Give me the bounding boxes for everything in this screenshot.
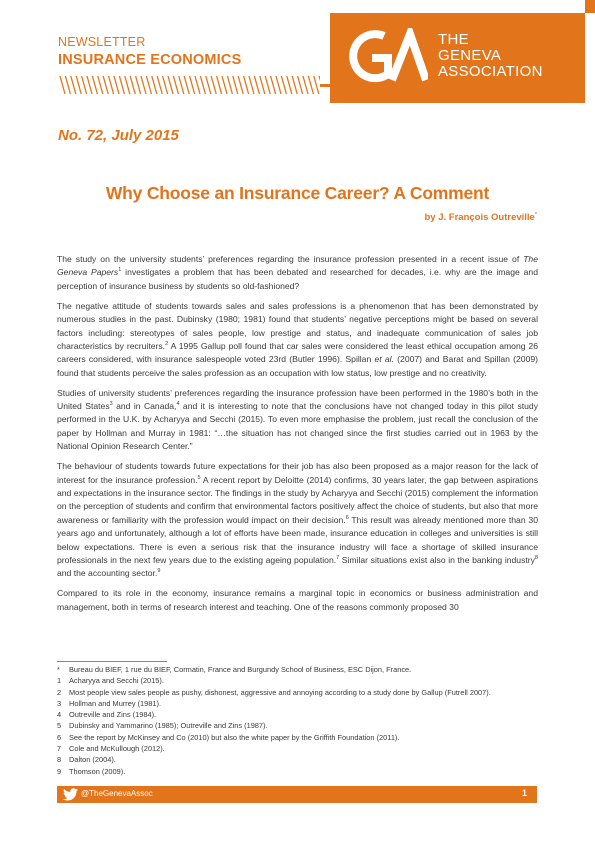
footnotes [57,664,538,777]
hatch-line [163,76,168,94]
body-paragraph [57,300,538,380]
hatch-line [103,76,108,94]
hatch-line [314,76,319,94]
hatch-line [276,76,281,94]
hatch-line [184,76,189,94]
article-body [57,253,538,621]
footnote-divider [57,661,167,662]
hatch-line [136,76,141,94]
footnote-ref: 9 [157,568,161,575]
byline [425,212,538,223]
hatch-line [87,76,92,94]
hatch-line [109,76,114,94]
footnote-number: 7 [57,744,62,754]
article-title: Why Choose an Insurance Career? A Comment [105,183,490,203]
text-run: The study on the university students’ preferences regarding the insurance profession presented in a recent issue of [57,254,524,264]
footnote [57,720,538,731]
footnote [57,664,538,675]
footnote-number: 6 [57,732,62,742]
hatch-line [92,76,97,94]
hatch-line [119,76,124,94]
footnote [57,754,538,765]
footnote-number: 3 [57,698,62,708]
hatch-line [146,76,151,94]
footnote-ref: 7 [336,555,340,562]
footnote-ref: 5 [197,474,201,481]
footnote [57,743,538,754]
text-run: Studies of university students’ preferences regarding the insurance profession have been performed in the 1980’s both in the United States [57,387,538,412]
footnote-text: Most people view sales people as pushy, dishonest, aggressive and annoying according to a study done by Gallup (Futrell 2007). [69,687,491,697]
footnote-ref: 3 [109,401,113,408]
footnote-ref: 8 [534,555,538,562]
hatch-line [244,76,249,94]
issue-number: No. 72, July 2015 [58,127,179,144]
hatch-line [65,76,70,94]
geneva-association-logo-icon [348,28,428,88]
hatch-line [233,76,238,94]
byline-footnote-mark: * [534,211,537,218]
text-run: This result was already mentioned more than 30 years ago and unfortunately, although a lot of efforts have been made, insurance education in colleges and universities is still below expectations. There is even a serious risk that the insurance industry will face a shortage of skilled insurance professionals in the next few years due to the existing ageing population. [57,514,538,566]
body-paragraph [57,587,538,614]
footnote-text: Cole and McKullough (2012). [69,744,165,754]
footnote [57,675,538,686]
text-run: (2007) and Barat and Spillan (2009) found that students perceive the sales profession as an occupation with low status, low prestige and no creativity. [57,354,539,378]
footnote-ref: 2 [165,341,169,348]
text-run: A recent report by Deloitte (2014) confirms, 30 years later, the gap between aspirations and expectations in the insurance sector. The findings in the study by Acharyya and Secchi (2015) complement the information on the perception of students and confirm that environmental factors positively affect the choice of students, but also that more awareness or familiarity with the profession would impact on their decision. [57,474,538,525]
hatch-line [195,76,200,94]
footnote-text: Thomson (2009). [69,766,126,776]
hatch-line [168,76,173,94]
hatch-line [292,76,297,94]
newsletter-title: INSURANCE ECONOMICS [58,52,242,68]
hatch-line [217,76,222,94]
footnote [57,766,538,777]
hatch-line [190,76,195,94]
hatch-line [211,76,216,94]
footnote-number: 8 [57,755,62,765]
text-run: investigates a problem that has been debated and researched for decades, i.e. why are the image and perception of insurance business by students so old-fashioned? [57,267,538,291]
text-run: Similar situations exist also in the banking industry [339,555,535,566]
twitter-bird-icon[interactable] [63,788,78,801]
text-run: and the accounting sector. [57,568,158,579]
footnote-ref: 1 [118,267,122,274]
newsletter-label: NEWSLETTER [58,35,146,49]
hatch-line [152,76,157,94]
italic-text: et al. [374,354,394,365]
hatch-line [76,76,81,94]
hatch-line [298,76,303,94]
logo-line-association: ASSOCIATION [438,63,543,80]
footnote-ref: 4 [176,401,180,408]
footnote-number: 5 [57,721,62,731]
footnote-number: 1 [57,676,62,686]
footnote-number: 2 [57,687,62,697]
hatch-line [260,76,265,94]
footnote-text: Hollman and Murrey (1981). [69,698,162,708]
hatch-line [287,76,292,94]
hatch-line [200,76,205,94]
twitter-handle-link[interactable]: @TheGenevaAssoc [81,789,153,798]
decorative-hatch-pattern [58,74,320,96]
text-run: The negative attitude of students towards sales and sales professions is a phenomenon that has been demonstrated by numerous studies in the past. Dubinsky (1980; 1981) found that students’ negative perceptions might be based on several factors including: stereotypes of sales people, low prestige and status, and inadequate communication of sales job characteristics by recruiters. [57,300,538,351]
hatch-line [157,76,162,94]
footnote [57,732,538,743]
geneva-association-logo[interactable] [330,13,585,103]
footnote-text: Dubinsky and Yammarino (1985); Outreville and Zins (1987). [69,721,268,731]
logo-line-the: THE [438,31,469,48]
hatch-line [71,76,76,94]
footnote-text: Outreville and Zins (1984). [69,710,157,720]
footnote-number: * [57,665,60,674]
hatch-line [82,76,87,94]
hatch-line [114,76,119,94]
hatch-line [141,76,146,94]
footnote-text: Dalton (2004). [69,755,116,765]
hatch-line [265,76,270,94]
body-paragraph [57,387,538,454]
page-number: 1 [521,788,527,798]
hatch-line [271,76,276,94]
body-paragraph [57,253,538,293]
header-accent-strip [585,0,595,13]
hatch-line [281,76,286,94]
footer-bar [57,786,537,803]
hatch-line [206,76,211,94]
text-run: and in Canada, [112,401,177,412]
logo-wordmark [438,32,543,80]
hatch-line [227,76,232,94]
byline-author: by J. François Outreville [424,212,535,223]
logo-line-geneva: GENEVA [438,47,502,64]
footnote-number: 4 [57,710,62,720]
footnote-text: See the report by McKinsey and Co (2010) but also the white paper by the Griffith Foundation (2011). [69,732,400,742]
hatch-line [308,76,313,94]
hatch-line [125,76,130,94]
hatch-line [249,76,254,94]
hatch-line [179,76,184,94]
footnote [57,698,538,709]
hatch-line [303,76,308,94]
hatch-line [173,76,178,94]
text-run: Compared to its role in the economy, insurance remains a marginal topic in economics or business administration and management, both in terms of research interest and teaching. One of the reasons commonly proposed 30 [57,588,538,612]
footnote-text: Bureau du BIEF, 1 rue du BIEF, Cormatin, France and Burgundy School of Business, ESC Dijon, France. [69,665,412,674]
hatch-line [60,76,65,94]
footnote-number: 9 [57,766,62,776]
hatch-line [222,76,227,94]
text-run: The behaviour of students towards future expectations for their job has also been proposed as a major reason for the lack of interest for the insurance profession. [57,461,538,485]
hatch-line [254,76,259,94]
hatch-line [238,76,243,94]
footnote-text: Acharyya and Secchi (2015). [69,676,164,686]
text-run: A 1995 Gallup poll found that car sales were considered the least ethical occupation among 26 careers considered, with insurance salespeople voted 23rd (Butler 1996). Spillan [57,340,538,365]
hatch-line [130,76,135,94]
italic-text: The Geneva Papers [57,254,538,278]
footnote [57,687,538,698]
footnote [57,709,538,720]
body-paragraph [57,460,538,581]
hatch-line [98,76,103,94]
footnote-ref: 6 [345,514,349,521]
text-run: and it is interesting to note that the conclusions have not changed today in this pilot study performed in the U.K. by Acharyya and Secchi (2015). To even more emphasise the problem, just recall the conclusion of the paper by Hollman and Murray in 1981: “…the situation has not changed since the first studies carried out in 1963 by the National Opinion Research Center.” [57,401,538,452]
